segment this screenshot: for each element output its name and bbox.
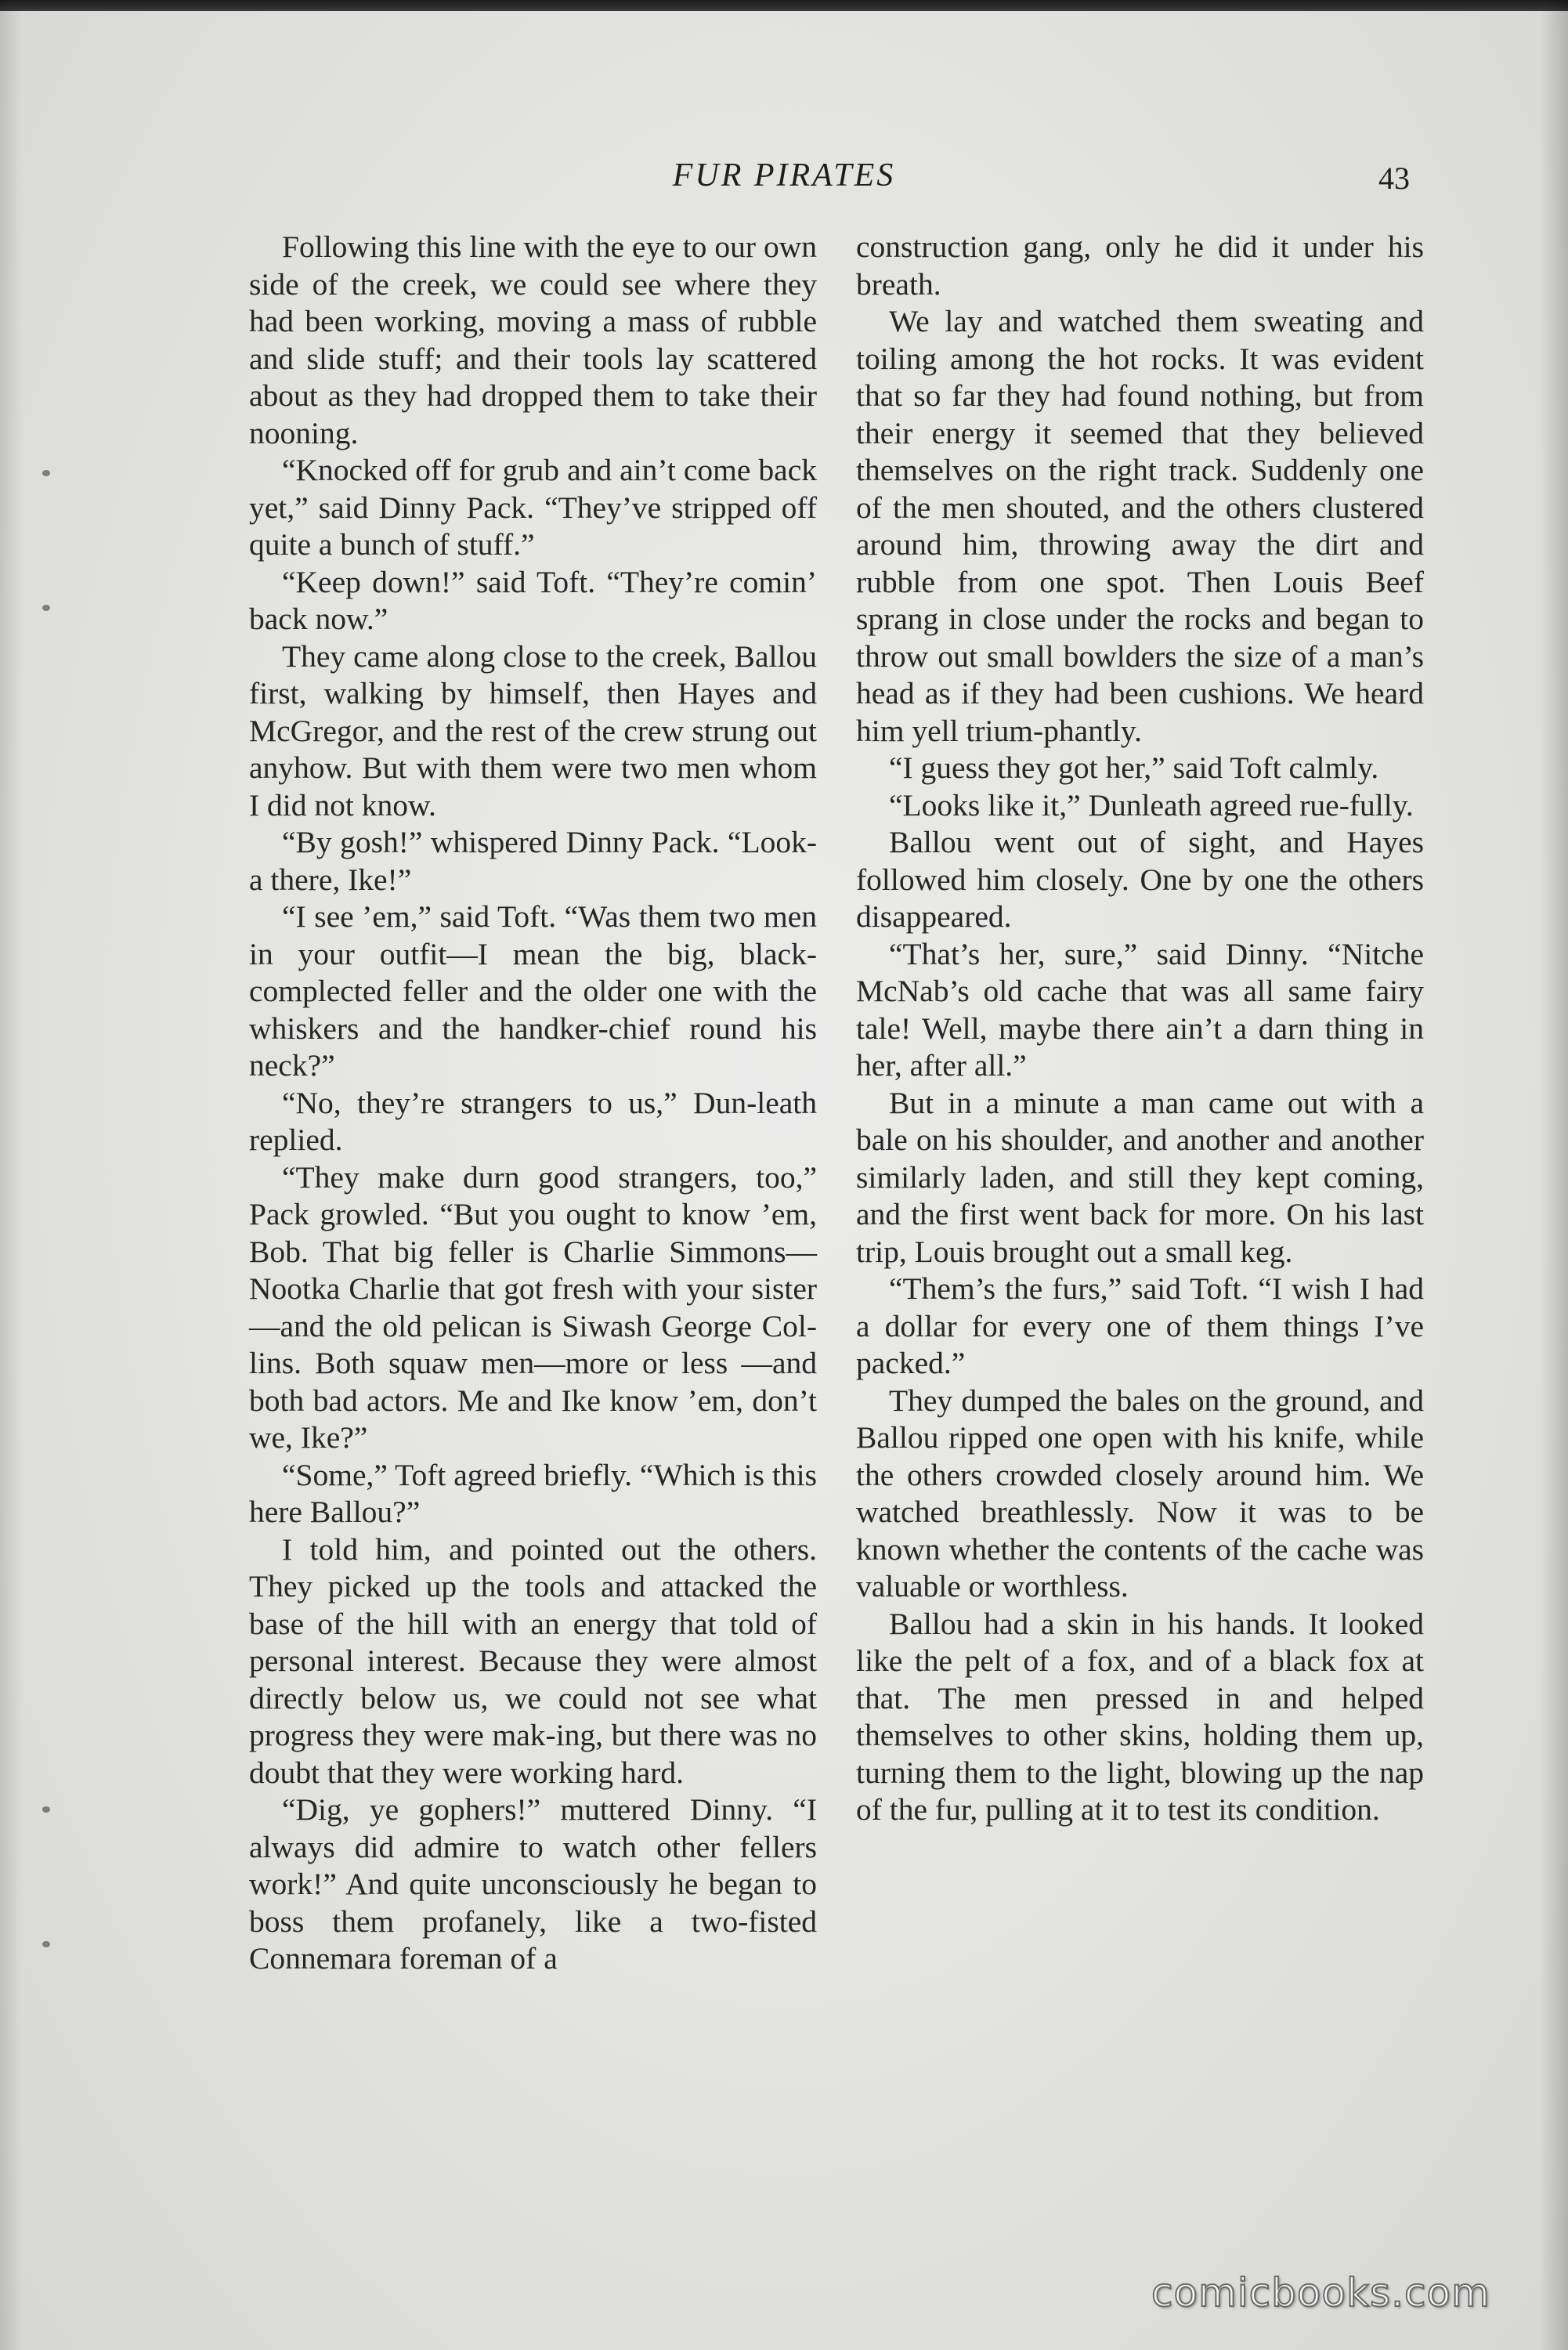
paragraph: “Knocked off for grub and ain’t come back yet,” said Dinny Pack. “They’ve stripped off quite a bunch of stuff.” bbox=[249, 453, 817, 562]
paragraph: “By gosh!” whispered Dinny Pack. “Look-a there, Ike!” bbox=[249, 825, 817, 897]
paragraph: “I guess they got her,” said Toft calmly. bbox=[889, 750, 1379, 785]
paragraph: “That’s her, sure,” said Dinny. “Nitche McNab’s old cache that was all same fairy tale! Well, maybe there ain’t a darn thing in her, after all.” bbox=[856, 936, 1424, 1083]
left-text-column bbox=[249, 229, 817, 1978]
paragraph: “Them’s the furs,” said Toft. “I wish I had a dollar for every one of them things I’ve packed.” bbox=[856, 1271, 1424, 1380]
binding-hole-mark bbox=[42, 470, 50, 476]
paragraph: Following this line with the eye to our own side of the creek, we could see where they had been working, moving a mass of rubble and slide stuff; and their tools lay scattered about as they had dropped them to take their nooning. bbox=[249, 230, 817, 450]
watermark-logo: comicbooks.com bbox=[1151, 2270, 1490, 2316]
paragraph-continuation: construction gang, only he did it under his breath. bbox=[856, 230, 1424, 302]
paragraph: “They make durn good strangers, too,” Pack growled. “But you ought to know ’em, Bob. That big feller is Charlie Simmons—Nootka Charlie that got fresh with your sister—and the old pelican is Siwash George Col-lins. Both squaw men—more or less —and both bad actors. Me and Ike know ’em, don’t we, Ike?” bbox=[249, 1159, 817, 1455]
page-number: 43 bbox=[1378, 161, 1410, 196]
paragraph: But in a minute a man came out with a bale on his shoulder, and another and another similarly laden, and still they kept coming, and the first went back for more. On his last trip, Louis brought out a small keg. bbox=[856, 1085, 1424, 1269]
binding-hole-mark bbox=[42, 605, 50, 611]
right-text-column bbox=[856, 229, 1424, 1829]
binding-hole-mark bbox=[42, 1941, 50, 1947]
paragraph: Ballou went out of sight, and Hayes followed him closely. One by one the others disappeared. bbox=[856, 825, 1424, 934]
paragraph: “I see ’em,” said Toft. “Was them two men in your outfit—I mean the big, black-complected feller and the older one with the whiskers and the handker-chief round his neck?” bbox=[249, 899, 817, 1083]
binding-hole-mark bbox=[42, 1806, 50, 1813]
paragraph: “Keep down!” said Toft. “They’re comin’ back now.” bbox=[249, 564, 817, 636]
page-left-shadow bbox=[0, 0, 22, 2350]
paragraph: “Dig, ye gophers!” muttered Dinny. “I always did admire to watch other fellers work!” And quite unconsciously he began to boss them profanely, like a two-fisted Connemara foreman of a bbox=[249, 1792, 817, 1976]
paragraph: Ballou had a skin in his hands. It looked like the pelt of a fox, and of a black fox at that. The men pressed in and helped themselves to other skins, holding them up, turning them to the light, blowing up the nap of the fur, pulling at it to test its condition. bbox=[856, 1606, 1424, 1827]
paragraph: “Some,” Toft agreed briefly. “Which is this here Ballou?” bbox=[249, 1457, 817, 1529]
paragraph: They came along close to the creek, Ballou first, walking by himself, then Hayes and McGregor, and the rest of the crew strung out anyhow. But with them were two men whom I did not know. bbox=[249, 638, 817, 822]
paragraph: “Looks like it,” Dunleath agreed rue-fully. bbox=[889, 787, 1414, 822]
paragraph: I told him, and pointed out the others. They picked up the tools and attacked the base of the hill with an energy that told of personal interest. Because they were almost directly below us, we could not see what progress they were mak-ing, but there was no doubt that they were working hard. bbox=[249, 1531, 817, 1790]
page-top-edge bbox=[0, 0, 1568, 11]
paragraph: “No, they’re strangers to us,” Dun-leath replied. bbox=[249, 1085, 817, 1157]
paragraph: We lay and watched them sweating and toiling among the hot rocks. It was evident that so far they had found nothing, but from their energy it seemed that they believed themselves on the right track. Suddenly one of the men shouted, and the others clustered around him, throwing away the dirt and rubble from one spot. Then Louis Beef sprang in close under the rocks and began to throw out small bowlders the size of a man’s head as if they had been cushions. We heard him yell trium-phantly. bbox=[856, 304, 1424, 748]
page-right-shadow bbox=[1540, 0, 1568, 2350]
running-title: FUR PIRATES bbox=[672, 157, 896, 193]
paragraph: They dumped the bales on the ground, and Ballou ripped one open with his knife, while the others crowded closely around him. We watched breathlessly. Now it was to be known whether the contents of the cache was valuable or worthless. bbox=[856, 1383, 1424, 1603]
